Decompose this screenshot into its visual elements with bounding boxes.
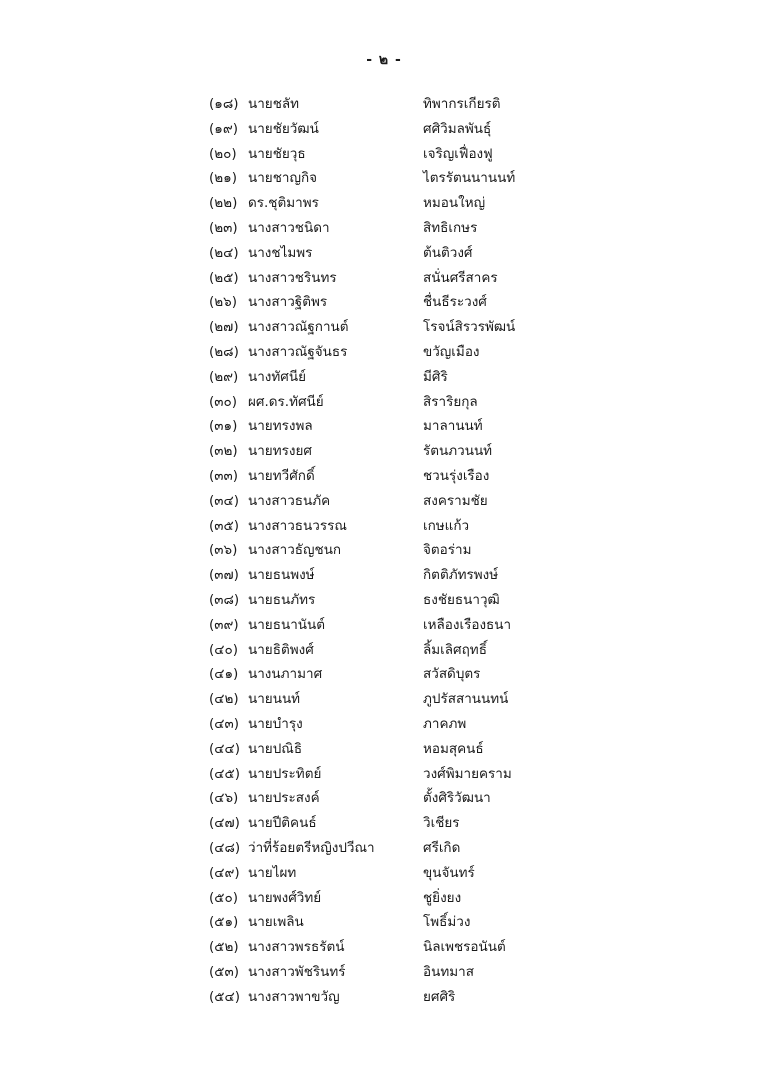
item-number: (๔๒) bbox=[209, 691, 239, 708]
item-number: (๓๔) bbox=[209, 492, 239, 509]
first-name: นายไผท bbox=[248, 864, 297, 881]
first-name: นางสาวธนวรรณ bbox=[248, 517, 347, 534]
first-name: นางสาวฐิติพร bbox=[248, 294, 328, 311]
list-item bbox=[0, 538, 768, 562]
item-number: (๕๑) bbox=[209, 914, 239, 931]
item-number: (๔๑) bbox=[209, 666, 239, 683]
last-name: มาลานนท์ bbox=[423, 418, 483, 435]
first-name: นายชาญกิจ bbox=[248, 170, 318, 187]
last-name: อินทมาส bbox=[423, 964, 474, 980]
last-name: ลิ้มเลิศฤทธิ์ bbox=[423, 641, 487, 658]
list-item bbox=[0, 414, 768, 438]
item-number: (๔๖) bbox=[209, 790, 239, 807]
last-name: นิลเพชรอนันต์ bbox=[423, 939, 506, 956]
first-name: นายประสงค์ bbox=[248, 790, 320, 807]
first-name: นางสาวธัญชนก bbox=[248, 542, 342, 559]
page-number: - ๒ - bbox=[366, 52, 402, 68]
first-name: นางชไมพร bbox=[248, 244, 313, 261]
item-number: (๒๒) bbox=[209, 195, 238, 212]
first-name: นายทรงพล bbox=[248, 418, 313, 435]
last-name: ตั้งศิริวัฒนา bbox=[423, 790, 491, 807]
last-name: โรจน์สิรวรพัฒน์ bbox=[423, 319, 516, 336]
list-item bbox=[0, 241, 768, 265]
item-number: (๒๗) bbox=[209, 319, 239, 336]
list-item bbox=[0, 985, 768, 1009]
first-name: นางสาวชรินทร bbox=[248, 269, 337, 286]
first-name: นายปณิธิ bbox=[248, 740, 303, 757]
last-name: วิเชียร bbox=[423, 815, 460, 832]
first-name: นางสาวธนภัค bbox=[248, 492, 331, 509]
last-name: ชวนรุ่งเรือง bbox=[423, 468, 490, 484]
item-number: (๒๐) bbox=[209, 145, 237, 162]
item-number: (๒๕) bbox=[209, 269, 239, 286]
item-number: (๓๗) bbox=[209, 567, 239, 584]
last-name: ทิพากรเกียรติ bbox=[423, 96, 501, 112]
list-item bbox=[0, 191, 768, 215]
last-name: เกษแก้ว bbox=[423, 517, 470, 534]
last-name: จิตอร่าม bbox=[423, 542, 472, 559]
list-item bbox=[0, 588, 768, 612]
first-name: นายธนานันต์ bbox=[248, 616, 325, 633]
list-item bbox=[0, 514, 768, 538]
last-name: สิราริยกุล bbox=[423, 393, 478, 410]
first-name: นายปีติคนธ์ bbox=[248, 815, 317, 832]
list-item bbox=[0, 290, 768, 314]
item-number: (๑๘) bbox=[209, 96, 239, 112]
item-number: (๔๙) bbox=[209, 864, 240, 881]
list-item bbox=[0, 712, 768, 736]
first-name: นางสาวณัฐจันธร bbox=[248, 344, 348, 360]
last-name: ภาคภพ bbox=[423, 716, 467, 732]
item-number: (๕๐) bbox=[209, 889, 238, 906]
item-number: (๓๘) bbox=[209, 592, 240, 608]
list-item bbox=[0, 737, 768, 761]
list-item bbox=[0, 464, 768, 488]
list-item bbox=[0, 960, 768, 984]
list-item bbox=[0, 935, 768, 959]
first-name: นายชลัท bbox=[248, 96, 300, 112]
list-item bbox=[0, 266, 768, 290]
first-name: ผศ.ดร.ทัศนีย์ bbox=[248, 393, 324, 410]
item-number: (๓๖) bbox=[209, 542, 238, 559]
list-item bbox=[0, 439, 768, 463]
list-item bbox=[0, 762, 768, 786]
item-number: (๒๑) bbox=[209, 170, 238, 187]
item-number: (๓๕) bbox=[209, 517, 239, 534]
list-item bbox=[0, 836, 768, 860]
item-number: (๒๘) bbox=[209, 344, 239, 360]
item-number: (๒๓) bbox=[209, 220, 238, 236]
last-name: ไตรรัตนนานนท์ bbox=[423, 170, 516, 187]
first-name: ว่าที่ร้อยตรีหญิงปวีณา bbox=[248, 840, 375, 856]
first-name: นางสาวชนิดา bbox=[248, 220, 330, 236]
last-name: โพธิ์ม่วง bbox=[423, 914, 471, 931]
item-number: (๔๗) bbox=[209, 815, 240, 832]
list-item bbox=[0, 910, 768, 934]
item-number: (๓๐) bbox=[209, 393, 238, 410]
list-item bbox=[0, 662, 768, 686]
list-item bbox=[0, 365, 768, 389]
first-name: นายธนภัทร bbox=[248, 592, 316, 608]
last-name: สนั่นศรีสาคร bbox=[423, 269, 498, 286]
item-number: (๔๓) bbox=[209, 716, 239, 732]
item-number: (๔๔) bbox=[209, 740, 240, 757]
list-item bbox=[0, 786, 768, 810]
list-item bbox=[0, 886, 768, 910]
first-name: นายธิติพงศ์ bbox=[248, 641, 314, 658]
item-number: (๔๕) bbox=[209, 765, 240, 782]
list-item bbox=[0, 861, 768, 885]
list-item bbox=[0, 687, 768, 711]
first-name: นายธนพงษ์ bbox=[248, 567, 315, 584]
list-item bbox=[0, 390, 768, 414]
first-name: นางสาวณัฐกานต์ bbox=[248, 319, 349, 336]
last-name: ศศิวิมลพันธุ์ bbox=[423, 120, 492, 137]
last-name: ศรีเกิด bbox=[423, 840, 461, 856]
first-name: นายประทิตย์ bbox=[248, 765, 322, 782]
item-number: (๒๖) bbox=[209, 294, 238, 311]
item-number: (๕๔) bbox=[209, 988, 240, 1005]
last-name: วงศ์พิมายคราม bbox=[423, 765, 512, 782]
last-name: ขวัญเมือง bbox=[423, 344, 480, 360]
item-number: (๕๓) bbox=[209, 964, 239, 980]
last-name: ธงชัยธนาวุฒิ bbox=[423, 592, 500, 608]
list-item bbox=[0, 613, 768, 637]
list-item bbox=[0, 166, 768, 190]
first-name: นายทรงยศ bbox=[248, 443, 312, 460]
first-name: ดร.ชุติมาพร bbox=[248, 195, 319, 212]
last-name: ขุนจันทร์ bbox=[423, 864, 475, 881]
last-name: ชื่นธีระวงศ์ bbox=[423, 294, 487, 311]
item-number: (๓๙) bbox=[209, 616, 239, 633]
item-number: (๓๑) bbox=[209, 418, 238, 435]
item-number: (๔๐) bbox=[209, 641, 238, 658]
first-name: นางสาวพรธรัตน์ bbox=[248, 939, 345, 956]
last-name: ยศศิริ bbox=[423, 988, 456, 1005]
first-name: นางสาวพัชรินทร์ bbox=[248, 964, 346, 980]
last-name: สิทธิเกษร bbox=[423, 220, 478, 236]
last-name: มีศิริ bbox=[423, 368, 448, 385]
first-name: นางทัศนีย์ bbox=[248, 368, 307, 385]
first-name: นายชัยวุธ bbox=[248, 145, 306, 162]
first-name: นายเพลิน bbox=[248, 914, 304, 931]
first-name: นายนนท์ bbox=[248, 691, 301, 708]
item-number: (๒๙) bbox=[209, 368, 239, 385]
list-item bbox=[0, 142, 768, 166]
item-number: (๔๘) bbox=[209, 840, 241, 856]
last-name: รัตนภวนนท์ bbox=[423, 443, 493, 460]
last-name: สวัสดิบุตร bbox=[423, 666, 481, 683]
last-name: ชูยิ่งยง bbox=[423, 889, 462, 906]
first-name: นางนภามาศ bbox=[248, 666, 323, 683]
first-name: นายพงศ์วิทย์ bbox=[248, 889, 322, 906]
list-item bbox=[0, 92, 768, 116]
list-item bbox=[0, 315, 768, 339]
list-item bbox=[0, 340, 768, 364]
item-number: (๑๙) bbox=[209, 120, 238, 137]
list-item bbox=[0, 811, 768, 835]
list-item bbox=[0, 489, 768, 513]
first-name: นายบำรุง bbox=[248, 716, 303, 732]
list-item bbox=[0, 638, 768, 662]
last-name: กิตติภัทรพงษ์ bbox=[423, 567, 499, 584]
last-name: เหลืองเรืองธนา bbox=[423, 616, 512, 633]
first-name: นายทวีศักดิ์ bbox=[248, 468, 315, 484]
last-name: ภูปรัสสานนทน์ bbox=[423, 691, 509, 708]
item-number: (๕๒) bbox=[209, 939, 239, 956]
list-item bbox=[0, 216, 768, 240]
item-number: (๒๔) bbox=[209, 244, 239, 261]
list-item bbox=[0, 563, 768, 587]
last-name: เจริญเฟื่องฟู bbox=[423, 145, 493, 162]
item-number: (๓๓) bbox=[209, 468, 238, 484]
last-name: หมอนใหญ่ bbox=[423, 195, 486, 212]
item-number: (๓๒) bbox=[209, 443, 238, 460]
last-name: ต้นติวงศ์ bbox=[423, 244, 473, 261]
list-item bbox=[0, 117, 768, 141]
first-name: นายชัยวัฒน์ bbox=[248, 120, 319, 137]
last-name: สงครามชัย bbox=[423, 492, 488, 509]
last-name: หอมสุคนธ์ bbox=[423, 740, 484, 757]
first-name: นางสาวพาขวัญ bbox=[248, 988, 340, 1005]
